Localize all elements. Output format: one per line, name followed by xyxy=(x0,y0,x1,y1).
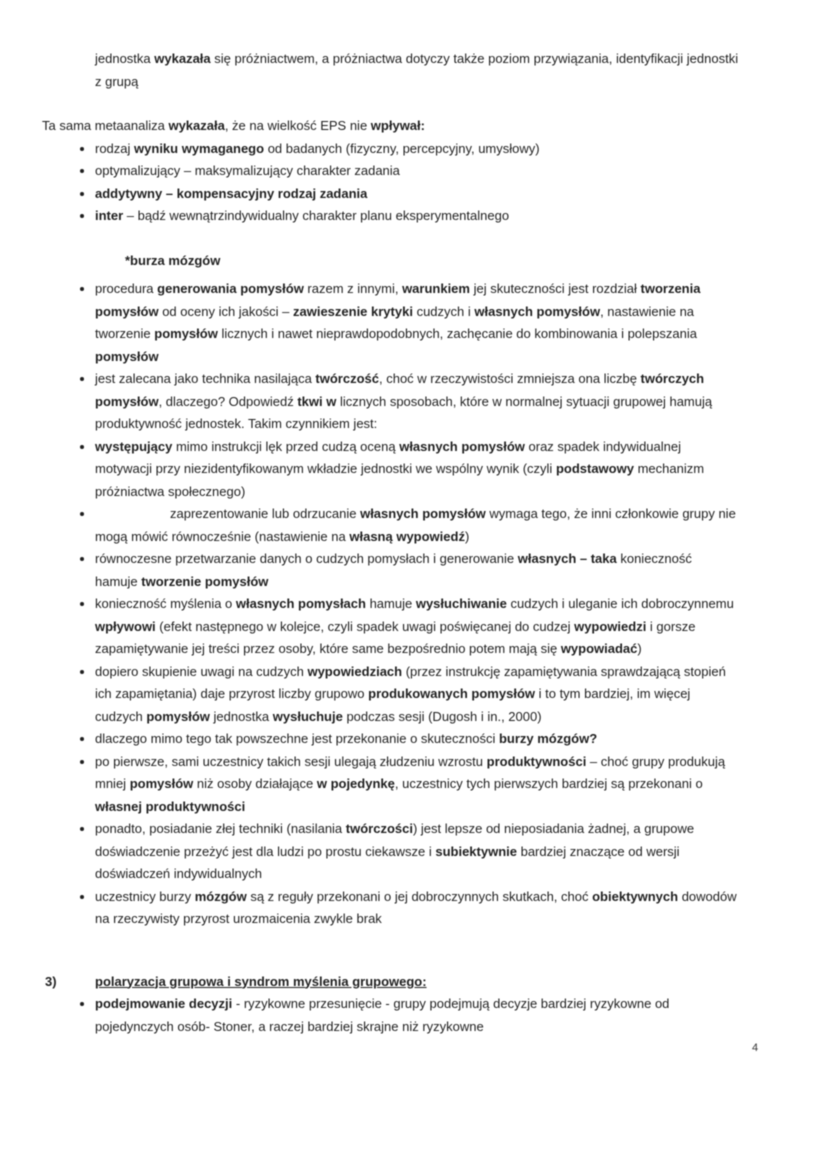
polarization-list xyxy=(78,993,738,1038)
list-item: • rodzaj wyniku wymaganego od badanych (fizyczny, percepcyjny, umysłowy) xyxy=(95,138,738,161)
list-item: • występujący mimo instrukcji lęk przed cudzą oceną własnych pomysłów oraz spadek indywidualnej motywacji przy niezidentyfikowanym wkładzie jednostki we wspólny wynik (czyli podstawowy mechanizm próżniactwa społecznego) xyxy=(95,436,738,504)
list-item: • optymalizujący – maksymalizujący charakter zadania xyxy=(95,160,738,183)
section-heading-brainstorm: *burza mózgów xyxy=(125,252,221,268)
list-item: • jest zalecana jako technika nasilająca twórczość, choć w rzeczywistości zmniejsza ona liczbę twórczych pomysłów, dlaczego? Odpowiedź tkwi w licznych sposobach, które w normalnej sytuacji grupowej hamują produktywność jednostek. Takim czynnikiem jest: xyxy=(95,368,738,436)
list-item: • zaprezentowanie lub odrzucanie własnych pomysłów wymaga tego, że inni członkowie grupy nie mogą mówić równocześnie (nastawienie na własną wypowiedź) xyxy=(95,503,738,548)
section-number: 3) xyxy=(45,973,57,989)
section-title-polarization: polaryzacja grupowa i syndrom myślenia grupowego: xyxy=(95,973,427,989)
list-item: • konieczność myślenia o własnych pomysłach hamuje wysłuchiwanie cudzych i uleganie ich dobroczynnemu wpływowi (efekt następnego w kolejce, czyli spadek uwagi poświęcanej do cudzej wypowiedzi i gorsze zapamiętywanie jej treści przez osoby, które same bezpośrednio potem mają się wypowiadać) xyxy=(95,593,738,661)
paragraph-meta-analysis: Ta sama metaanaliza wykazała, że na wielkość EPS nie wpływał: xyxy=(42,118,425,133)
list-item: • podejmowanie decyzji - ryzykowne przesunięcie - grupy podejmują decyzje bardziej ryzykowne od pojedynczych osób- Stoner, a raczej bardziej skrajne niż ryzykowne xyxy=(95,993,738,1038)
list-item: • po pierwsze, sami uczestnicy takich sesji ulegają złudzeniu wzrostu produktywności – choć grupy produkują mniej pomysłów niż osoby działające w pojedynkę, uczestnicy tych pierwszych bardziej są przekonani o własnej produktywności xyxy=(95,751,738,819)
list-item: • dopiero skupienie uwagi na cudzych wypowiedziach (przez instrukcję zapamiętywania sprawdzającą stopień ich zapamiętania) daje przyrost liczby grupowo produkowanych pomysłów i to tym bardziej, im więcej cudzych pomysłów jednostka wysłuchuje podczas sesji (Dugosh i in., 2000) xyxy=(95,661,738,729)
brainstorm-list xyxy=(78,278,738,931)
eps-factors-list xyxy=(78,138,738,228)
list-item: • ponadto, posiadanie złej techniki (nasilania twórczości) jest lepsze od nieposiadania żadnej, a grupowe doświadczenie przeżyć jest dla ludzi po prostu ciekawsze i subiektywnie bardziej znaczące od wersji doświadczeń indywidualnych xyxy=(95,818,738,886)
page-number: 4 xyxy=(752,1042,759,1054)
numbered-section-3 xyxy=(45,971,827,994)
list-item: • inter – bądź wewnątrzindywidualny charakter planu eksperymentalnego xyxy=(95,205,738,228)
paragraph-continuation: jednostka wykazała się próżniactwem, a próżniactwa dotyczy także poziom przywiązania, identyfikacji jednostki z grupą xyxy=(95,51,739,89)
list-item: • procedura generowania pomysłów razem z innymi, warunkiem jej skuteczności jest rozdział tworzenia pomysłów od oceny ich jakości – zawieszenie krytyki cudzych i własnych pomysłów, nastawienie na tworzenie pomysłów licznych i nawet nieprawdopodobnych, zachęcanie do kombinowania i polepszania pomysłów xyxy=(95,278,738,368)
list-item: • równoczesne przetwarzanie danych o cudzych pomysłach i generowanie własnych – taka konieczność hamuje tworzenie pomysłów xyxy=(95,548,738,593)
list-item: • addytywny – kompensacyjny rodzaj zadania xyxy=(95,183,738,206)
list-item: • uczestnicy burzy mózgów są z reguły przekonani o jej dobroczynnych skutkach, choć obiektywnych dowodów na rzeczywisty przyrost urozmaicenia zwykle brak xyxy=(95,886,738,931)
list-item: • dlaczego mimo tego tak powszechne jest przekonanie o skuteczności burzy mózgów? xyxy=(95,728,738,751)
